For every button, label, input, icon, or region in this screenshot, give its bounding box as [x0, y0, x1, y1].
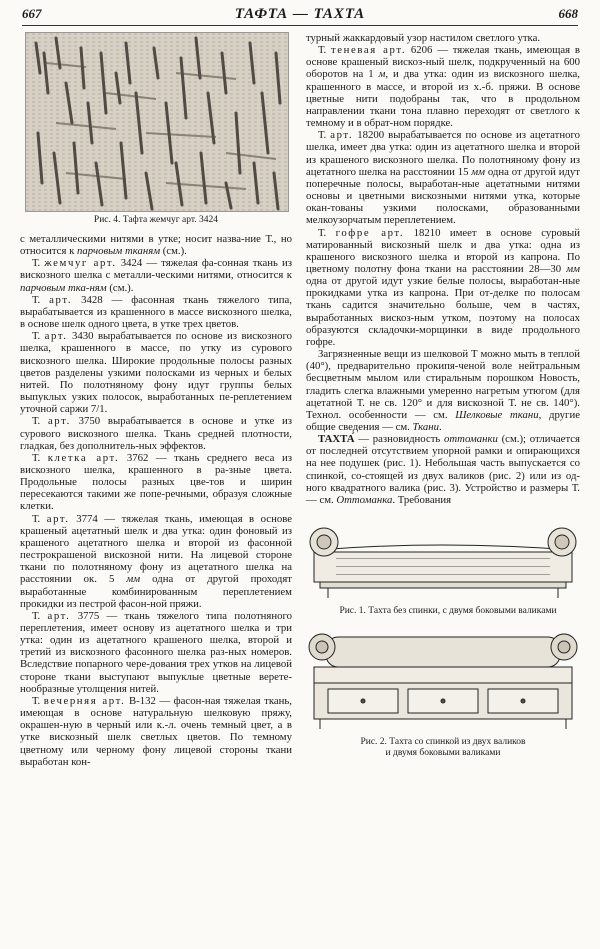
left-paragraph: Т. вечерняя арт. В-132 — фасон-ная тяжелая ткань, имеющая в основе натуральную шелковую пряжу, окрашен-ную в черный или к.-л. очень темный цвет, а в утке вискозный шелк светлых цветов. По темному цветному или черному фону лицевой стороны ткани выработан кон-: [20, 694, 292, 768]
entry-headword: ТАХТА́: [318, 433, 355, 446]
right-paragraph: Т. арт. 18200 вырабатывается по основе из ацетатного шелка, имеет два утка: один из ацетатного шелка и второй из крашеного вискозного шелка. По полотняному фону из ацетатного шелка на расстоянии 15 мм одна от другой идут поперечные полосы, выработан-ные ацетатными нитями основы и цветными вискозными нитями утка, которые окан-тованы узкими полосками, образованными мелкоузорчатым переплетением.: [306, 129, 581, 227]
left-paragraph: Т. арт. 3775 — ткань тяжелого типа полотняного переплетения, имеет основу из ацетатного шелка и три утка: один из ацетатного крашеного шелка, второй и третий из вискозного фасонного шелка раз-ных номеров. Вследствие попарного чере-дования трех утков на лицевой стороне ткани выступают выпуклые цветные верете-нообразные утолщения нитей.: [20, 609, 292, 695]
right-paragraph: Т. гофре арт. 18210 имеет в основе суровый матированный вискозный шелк и два утка: одна из крашеного вискозного шелка и второй из капрона. По цветному полотну фона ткани на расстоянии 28—30 мм одна от другой идут узкие белые полосы, выработан-ные прокидками утка из капрона. При от-делке по полосам ткань садится значительно больше, чем в частях, выработанных вискоз-ным утком, поэтому на полосах образуются складочки-морщинки в виде продольного гофре.: [306, 226, 580, 348]
left-paragraph: с металлическими нитями в утке; носит назва-ние Т., но относится к парчовым тканям (см.).: [20, 233, 292, 258]
fabric-photo-figure-4: [25, 32, 289, 212]
figure-1-tahta-drawing: [306, 514, 580, 606]
fabric-texture-image: [26, 33, 288, 211]
page-number-left: 667: [22, 6, 42, 21]
header-rule: [22, 25, 578, 26]
right-paragraph: Т. теневая арт. 6206 — тяжелая ткань, имеющая в основе крашеный вискоз-ный шелк, подкрученный на 600 оборотов на 1 м, и два утка: один из вискозного шелка, крашенного в массе, и второй из х.-б. пряжи. В основе цветные нити подобраны так, что в продольном направлении ткани тона плавно переходят от светлого к темному и в обрат-ном порядке.: [306, 44, 580, 130]
left-paragraph: Т. арт. 3750 вырабатывается в основе и утке из сурового вискозного шелка. Ткань средней плотности, гладкая, без дополнитель-ных эффектов.: [20, 415, 292, 452]
running-title: ТАФТА — ТАХТА: [234, 5, 366, 22]
figure-2-tahta-drawing: [306, 623, 580, 735]
left-paragraph: Т. арт. 3428 — фасонная ткань тяжелого типа, вырабатывается из крашенного в массе вискозного шелка, в основе шелк одного цвета, в утке трех цветов.: [20, 293, 292, 331]
left-paragraph: Т. арт. 3430 вырабатывается по основе из вискозного шелка, крашенного в массе, по утку из сурового вискозного шелка. Широкие продольные полосы разных цветов разделены узкими полосками из черных и белых нитей. По полотняному фону идут группы белых выпуклых узких полосок, выработанных пе-реплетением уточной саржи 7/1.: [20, 330, 292, 416]
left-column: [20, 32, 292, 768]
right-paragraph: турный жаккардовый узор настилом светлого утка.: [306, 32, 541, 44]
page-number-right: 668: [558, 6, 578, 21]
right-paragraph: Загрязненные вещи из шелковой Т можно мыть в теплой (40°), предварительно прокипя-ченой воле нейтральным бесцветным мылом или стиральным порошком Новость, гладить слегка влажными умеренно нагретым утюгом (для ацетатной Т. не св. 120° и для вискозной Т. не св. 140°). Технол. особенности — см. Шелковые ткани, другие общие сведения — см. Ткани.: [306, 348, 580, 433]
running-header: [22, 4, 578, 24]
right-paragraph: ТАХТА́ — разновидность оттоманки (см.); отличается от последней отсутствием упорной рамки и опирающихся на нее подушек (рис. 1). Небольшая часть выпускается со спинкой, со-стоящей из двух валиков (рис. 2) или из од-ного квадратного валика (рис. 3). Устройство и размеры Т. — см. Оттоманка. Требования: [306, 433, 580, 506]
left-paragraph: Т. клетка арт. 3762 — ткань среднего веса из вискозного шелка, крашенного в ра-зные цвета. Продольные полосы разных цве-тов и ширин пересекаются такими же попе-речными, образуя сложные клетки.: [20, 451, 292, 513]
left-paragraph: Т. жемчуг арт. 3424 — тяжелая фа-сонная ткань из вискозного шелка с металли-ческими нитями, относится к парчовым тка-ням (см.).: [20, 257, 292, 294]
figure-1-caption: Рис. 1. Тахта без спинки, с двумя боковыми валиками: [339, 606, 557, 617]
figure-2-caption: Рис. 2. Тахта со спинкой из двух валиков и двумя боковыми валиками: [360, 737, 526, 759]
figure-4-caption: Рис. 4. Тафта жемчуг арт. 3424: [93, 215, 219, 225]
left-paragraph: Т. арт. 3774 — тяжелая ткань, имеющая в основе крашеный ацетатный шелк и два утка: один фоновый из крашеного ацетатного шелка и второй из фасонной пестрокрашеной вискозной нити. На лицевой стороне ткани по полотняному фону из ацетатного шелка на расстоянии ок. 5 мм одна от другой проходят выработанные комбинированным переплетением прокидки из пестрой фасон-ной пряжи.: [20, 512, 293, 610]
right-column: [306, 32, 580, 759]
